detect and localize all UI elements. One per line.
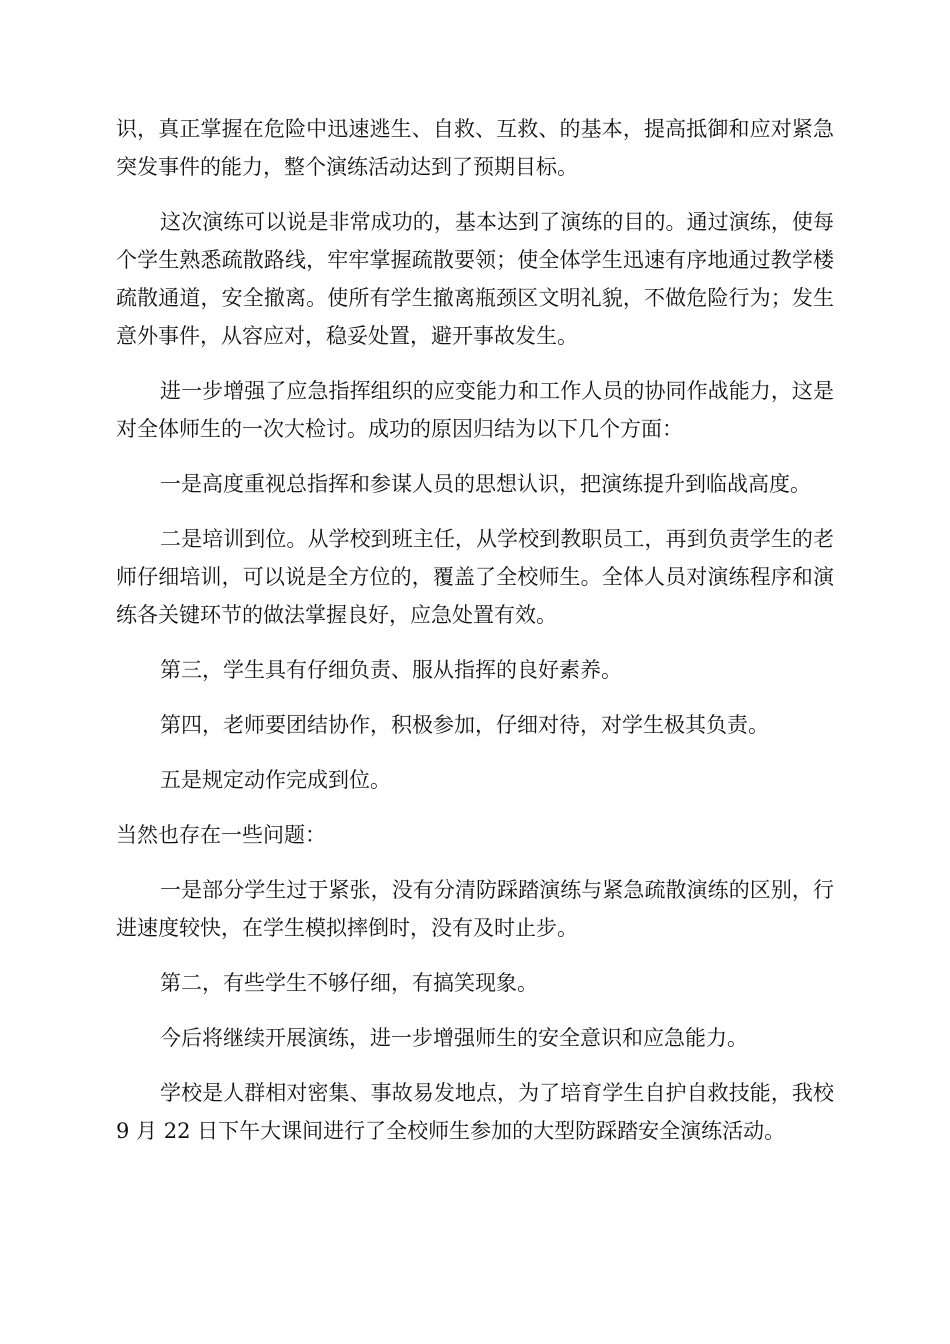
paragraph-8: 五是规定动作完成到位。 [160, 768, 391, 792]
paragraph-9: 当然也存在一些问题： [116, 823, 326, 847]
paragraph-7: 第四，老师要团结协作，积极参加，仔细对待，对学生极其负责。 [160, 713, 769, 737]
paragraph-12: 今后将继续开展演练，进一步增强师生的安全意识和应急能力。 [160, 1026, 748, 1050]
document-page [116, 110, 834, 1167]
paragraph-6: 第三，学生具有仔细负责、服从指挥的良好素养。 [160, 658, 622, 682]
paragraph-3: 进一步增强了应急指挥组织的应变能力和工作人员的协同作战能力，这是对全体师生的一次大检讨。成功的原因归结为以下几个方面： [116, 379, 834, 441]
paragraph-11: 第二，有些学生不够仔细，有搞笑现象。 [160, 971, 538, 995]
paragraph-2: 这次演练可以说是非常成功的，基本达到了演练的目的。通过演练，使每个学生熟悉疏散路线，牢牢掌握疏散要领；使全体学生迅速有序地通过教学楼疏散通道，安全撤离。使所有学生撤离瓶颈区文明礼貌，不做危险行为；发生意外事件，从容应对，稳妥处置，避开事故发生。 [116, 210, 834, 348]
paragraph-5: 二是培训到位。从学校到班主任，从学校到教职员工，再到负责学生的老师仔细培训，可以说是全方位的，覆盖了全校师生。全体人员对演练程序和演练各关键环节的做法掌握良好，应急处置有效。 [116, 527, 834, 627]
paragraph-4: 一是高度重视总指挥和参谋人员的思想认识，把演练提升到临战高度。 [160, 472, 811, 496]
paragraph-1: 识，真正掌握在危险中迅速逃生、自救、互救、的基本，提高抵御和应对紧急突发事件的能力，整个演练活动达到了预期目标。 [116, 117, 834, 179]
paragraph-10: 一是部分学生过于紧张，没有分清防踩踏演练与紧急疏散演练的区别，行进速度较快，在学生模拟摔倒时，没有及时止步。 [116, 878, 834, 940]
paragraph-13: 学校是人群相对密集、事故易发地点，为了培育学生自护自救技能，我校 9 月 22 日下午大课间进行了全校师生参加的大型防踩踏安全演练活动。 [116, 1081, 834, 1143]
